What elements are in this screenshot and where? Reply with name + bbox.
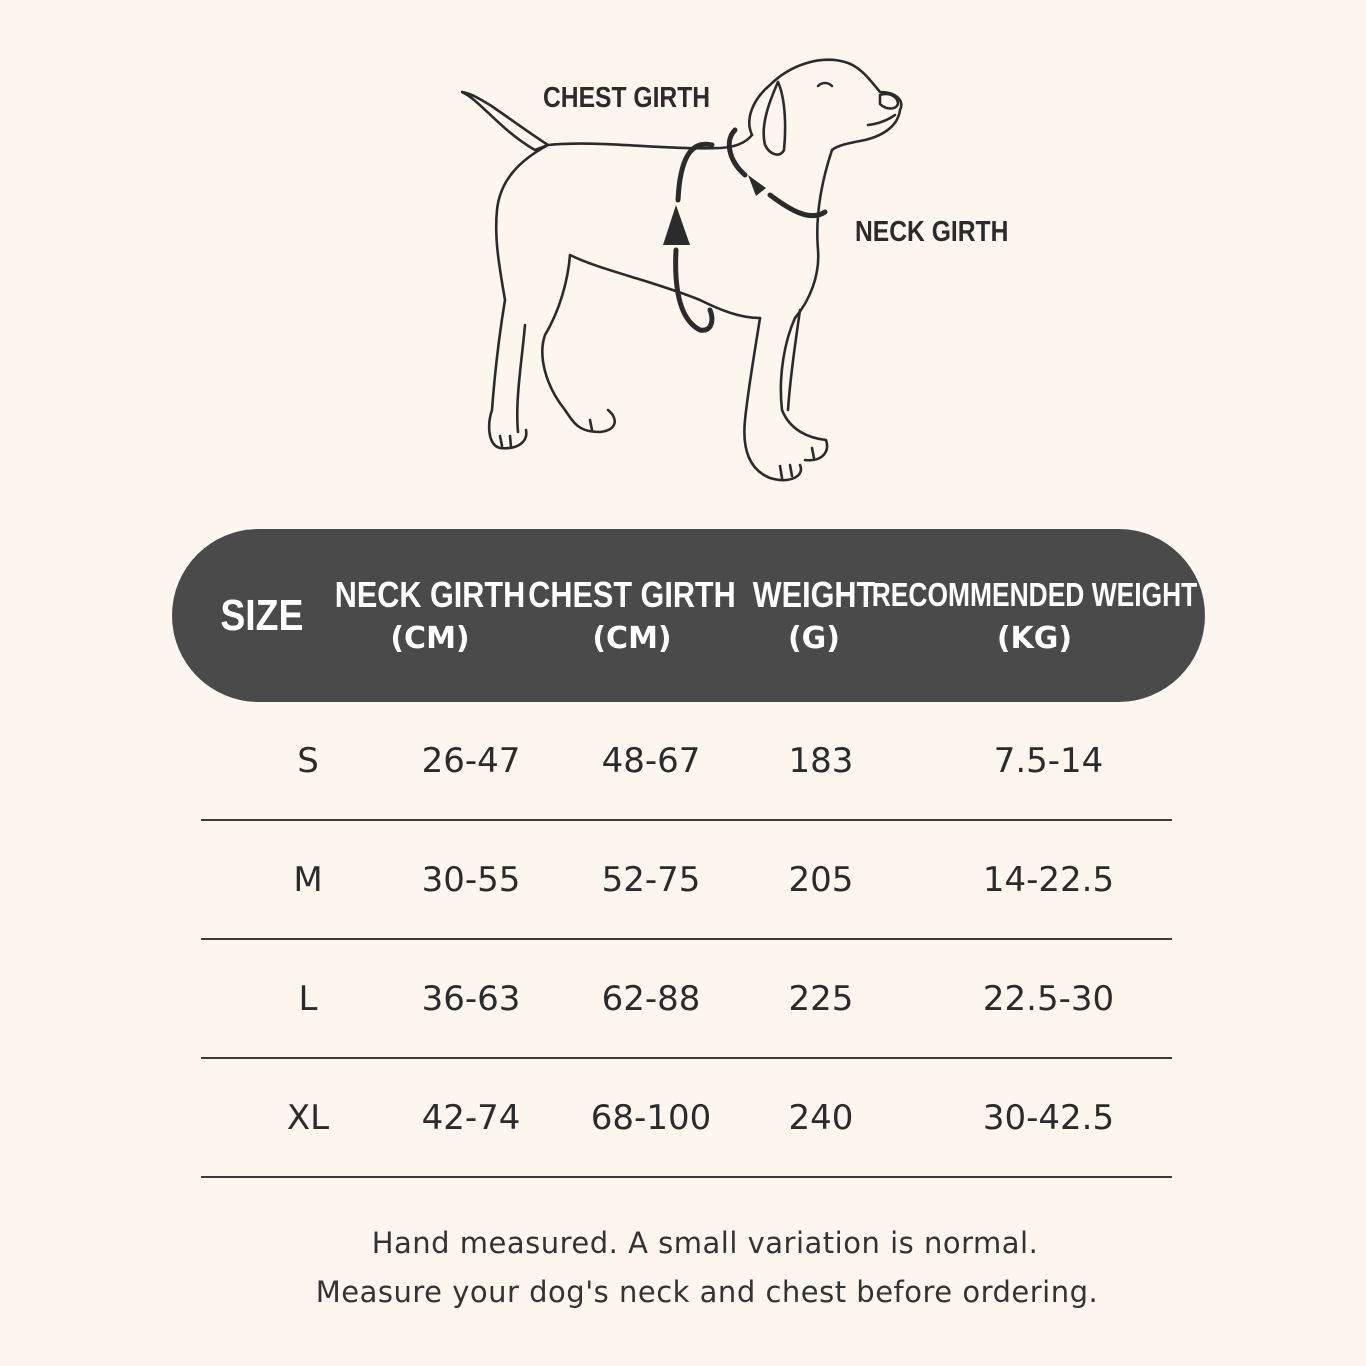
table-row bbox=[201, 702, 1172, 821]
chest-girth-cell: 68-100 bbox=[590, 1097, 712, 1138]
dog-paw-details bbox=[500, 420, 814, 478]
table-row bbox=[201, 821, 1172, 940]
neck-girth-cell: 26-47 bbox=[421, 740, 521, 781]
neck-girth-cell: 42-74 bbox=[421, 1097, 521, 1138]
neck-girth-cell: 36-63 bbox=[421, 978, 521, 1019]
dog-illustration bbox=[0, 0, 1366, 520]
dog-rear-leg-inner bbox=[542, 255, 614, 432]
chest-girth-diagram-label: CHEST GIRTH bbox=[543, 82, 711, 114]
size-table-header bbox=[172, 529, 1205, 702]
neck-arrow-icon bbox=[748, 175, 766, 196]
header-size: SIZE bbox=[220, 590, 304, 640]
weight-cell: 183 bbox=[788, 740, 854, 781]
table-row bbox=[201, 940, 1172, 1059]
size-cell: S bbox=[297, 740, 319, 781]
chest-girth-cell: 52-75 bbox=[601, 859, 701, 900]
neck-girth-cell: 30-55 bbox=[421, 859, 521, 900]
size-cell: XL bbox=[286, 1097, 330, 1138]
dog-mouth bbox=[868, 115, 895, 125]
dog-front-chest bbox=[781, 150, 832, 460]
footnote-line-1: Hand measured. A small variation is normal. bbox=[371, 1226, 1039, 1260]
chest-girth-loop-top bbox=[678, 144, 712, 200]
header-recommended-weight: RECOMMENDED WEIGHT (KG) bbox=[871, 575, 1198, 656]
dog-front-leg-left bbox=[744, 318, 801, 480]
dog-back bbox=[548, 135, 752, 148]
dog-tail bbox=[462, 92, 548, 150]
recommended-weight-cell: 30-42.5 bbox=[982, 1097, 1115, 1138]
weight-cell: 205 bbox=[788, 859, 854, 900]
size-cell: L bbox=[298, 978, 318, 1019]
header-neck-girth: NECK GIRTH (CM) bbox=[334, 573, 526, 656]
dog-belly bbox=[570, 255, 760, 318]
chest-girth-cell: 62-88 bbox=[601, 978, 701, 1019]
neck-girth-loop-right bbox=[770, 195, 825, 216]
dog-head bbox=[749, 60, 901, 150]
chest-girth-cell: 48-67 bbox=[601, 740, 701, 781]
size-cell: M bbox=[293, 859, 323, 900]
dog-eye bbox=[818, 83, 832, 86]
header-weight: WEIGHT (G) bbox=[752, 573, 876, 656]
weight-cell: 240 bbox=[788, 1097, 854, 1138]
weight-cell: 225 bbox=[788, 978, 854, 1019]
recommended-weight-cell: 7.5-14 bbox=[993, 740, 1104, 781]
dog-front-leg-right bbox=[788, 310, 800, 410]
chest-girth-loop-bottom bbox=[676, 250, 712, 330]
recommended-weight-cell: 14-22.5 bbox=[982, 859, 1115, 900]
chest-arrow-icon bbox=[663, 205, 690, 245]
header-chest-girth: CHEST GIRTH (CM) bbox=[528, 573, 736, 656]
dog-rear-leg-line bbox=[517, 325, 525, 432]
footnote-line-2: Measure your dog's neck and chest before ordering. bbox=[315, 1275, 1099, 1309]
recommended-weight-cell: 22.5-30 bbox=[982, 978, 1115, 1019]
table-row bbox=[201, 1059, 1172, 1178]
size-table-body bbox=[201, 702, 1172, 1178]
dog-ear bbox=[764, 82, 785, 155]
neck-girth-loop-left bbox=[729, 130, 745, 175]
neck-girth-diagram-label: NECK GIRTH bbox=[855, 216, 1009, 248]
dog-nose bbox=[880, 94, 898, 108]
